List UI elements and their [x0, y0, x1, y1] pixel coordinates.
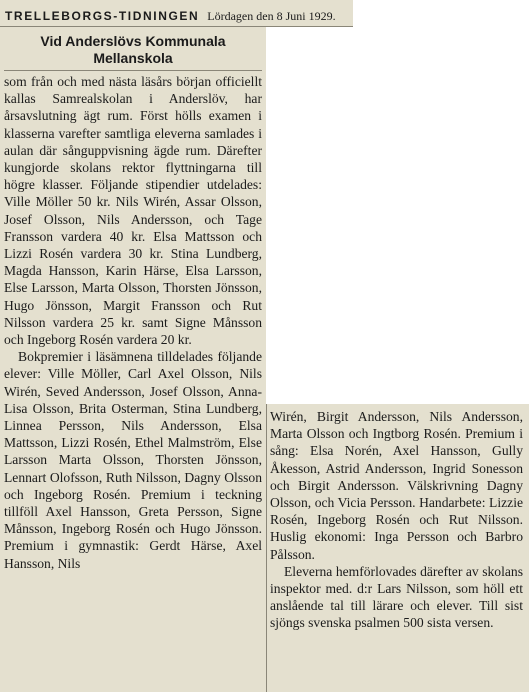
masthead-rule [0, 26, 353, 27]
paragraph-2-part-2: Wirén, Birgit Andersson, Nils Andersson, Marta Olsson och Ingtborg Rosén. Premium i sång: Elsa Norén, Axel Hansson, Gully Åkesson, Astrid Andersson, Ingrid Sonesson och Birgit Andersson. Välskrivning Dagny Olsson, och Vicia Persson. Handarbete: Lizzie Rosén, Ingeborg Rosén och Rut Nilsson. Huslig ekonomi: Inga Persson och Barbro Pålsson. [270, 409, 523, 562]
paragraph-3: Eleverna hemförlovades därefter av skolans inspektor med. d:r Lars Nilsson, som höll ett anslående tal till lärare och elever. Till sist sjöngs svenska psalmen 500 sista versen. [270, 563, 523, 631]
masthead [5, 8, 336, 24]
issue-date: Lördagen den 8 Juni 1929. [207, 9, 336, 23]
headline-rule [4, 70, 262, 71]
article-headline [4, 33, 262, 67]
newspaper-name: TRELLEBORGS-TIDNINGEN [5, 9, 200, 23]
article-body-right [270, 408, 523, 632]
headline-line-2: Mellanskola [93, 50, 173, 66]
paragraph-2-part-1: Bokpremier i läsämnena tilldelades följande elever: Ville Möller, Carl Axel Olsson, Nils Wirén, Seved Andersson, Josef Olsson, Anna-Lisa Olsson, Brita Osterman, Stina Lundberg, Linnea Persson, Nils Andersson, Elsa Mattsson, Lizzi Rosén, Ethel Malmström, Else Larsson Marta Olsson, Thorsten Jönsson, Lennart Olofsson, Ruth Nilsson, Dagny Olsson och Ingeborg Rosén. Premium i teckning tillföll Axel Hansson, Greta Persson, Signe Månsson, Ingeborg Rosén och Hugo Jönsson. Premium i gymnastik: Gerdt Härse, Axel Hansson, Nils [4, 349, 262, 571]
headline-line-1: Vid Anderslövs Kommunala [40, 33, 226, 49]
column-divider [266, 404, 267, 692]
paragraph-1: som från och med nästa läsårs början officiellt kallas Samrealskolan i Anderslöv, har årsavslutning ägt rum. Först hölls examen i klasserna varefter samtliga eleverna samlades i aulan där sånguppvisning ägde rum. Därefter kungjorde skolans rektor flyttningarna till högre klasser. Följande stipendier utdelades: Ville Möller 50 kr. Nils Wirén, Assar Olsson, Josef Olsson, Nils Andersson, och Tage Fransson vardera 40 kr. Elsa Mattsson och Lizzi Rosén vardera 30 kr. Stina Lundberg, Magda Hansson, Karin Härse, Elsa Larsson, Else Larsson, Marta Olsson, Thorsten Jönsson, Hugo Jönsson, Margit Fransson och Rut Nilsson vardera 25 kr. samt Signe Månsson och Ingeborg Rosén vardera 20 kr. [4, 74, 262, 348]
article-body-left [4, 73, 262, 572]
masthead-strip [0, 0, 353, 26]
